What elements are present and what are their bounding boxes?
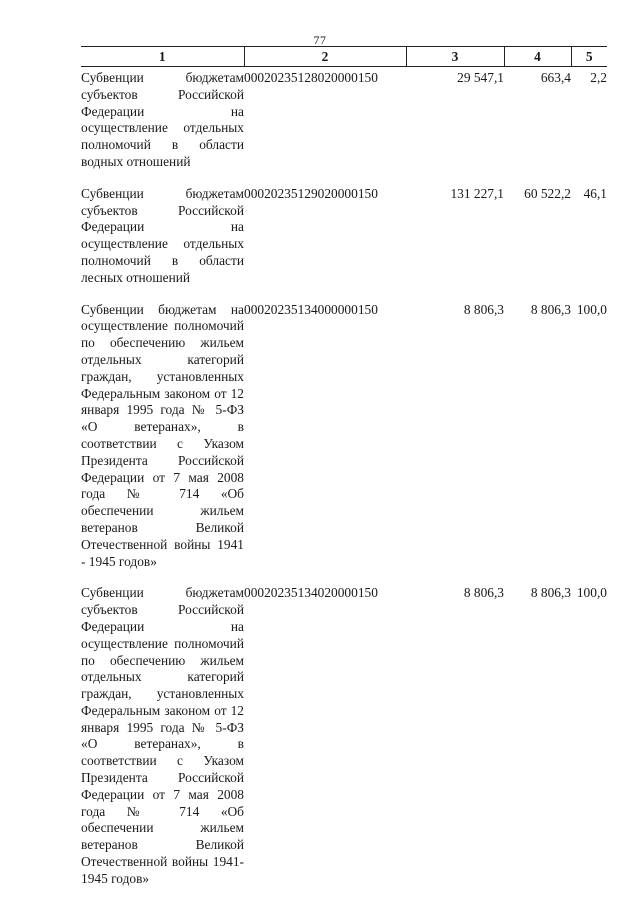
row-name: Субвенции бюджетам субъектов Российской Федерации на осуществление полномочий по обеспечению жильем отдельных категорий граждан, установленных Федеральным законом от 12 января 1995 года № 5-ФЗ «О ветеранах», в соответствии с Указом Президента Российской Федерации от 7 мая 2008 года № 714 «Об обеспечении жильем ветеранов Великой Отечественной войны 1941-1945 годов»	[81, 585, 244, 886]
budget-table	[81, 46, 607, 900]
table-header	[81, 47, 607, 67]
header-row	[81, 47, 607, 67]
row-code: 00020235128020000150	[244, 70, 378, 85]
row-executed-value: 8 806,3	[530, 585, 571, 601]
row-code: 00020235134000000150	[244, 301, 378, 317]
row-name: Субвенции бюджетам на осуществление полномочий по обеспечению жильем отдельных категорий граждан, установленных Федеральным законом от 12 января 1995 года № 5-ФЗ «О ветеранах», в соответствии с Указом Президента Российской Федерации от 7 мая 2008 года № 714 «Об обеспечении жильем ветеранов Великой Отечественной войны 1941 - 1945 годов»	[81, 301, 244, 569]
header-col-1: 1	[81, 47, 244, 67]
row-code: 00020235134020000150	[244, 585, 378, 601]
row-executed-value: 8 806,3	[530, 301, 571, 317]
row-name: Субвенции бюджетам субъектов Российской Федерации на осуществление отдельных полномочий в области водных отношений	[81, 70, 244, 169]
row-plan-value: 8 806,3	[463, 585, 504, 601]
header-col-4: 4	[504, 47, 571, 67]
table-body	[81, 67, 607, 900]
row-executed-value: 60 522,2	[524, 185, 571, 201]
row-percent: 46,1	[583, 185, 607, 201]
table-row	[81, 582, 607, 899]
row-executed-value: 663,4	[540, 70, 571, 85]
row-plan-value: 29 547,1	[457, 70, 504, 85]
row-code: 00020235129020000150	[244, 185, 378, 201]
row-percent: 2,2	[590, 70, 607, 85]
table-row	[81, 299, 607, 583]
page-number: 77	[313, 33, 327, 47]
row-percent: 100,0	[576, 585, 607, 601]
row-percent: 100,0	[576, 301, 607, 317]
row-plan-value: 8 806,3	[463, 301, 504, 317]
header-col-2: 2	[244, 47, 406, 67]
row-plan-value: 131 227,1	[450, 185, 504, 201]
row-name: Субвенции бюджетам субъектов Российской Федерации на осуществление отдельных полномочий в области лесных отношений	[81, 185, 244, 285]
header-col-5: 5	[571, 47, 607, 67]
table-row	[81, 183, 607, 299]
table-row	[81, 67, 607, 183]
header-col-3: 3	[406, 47, 504, 67]
